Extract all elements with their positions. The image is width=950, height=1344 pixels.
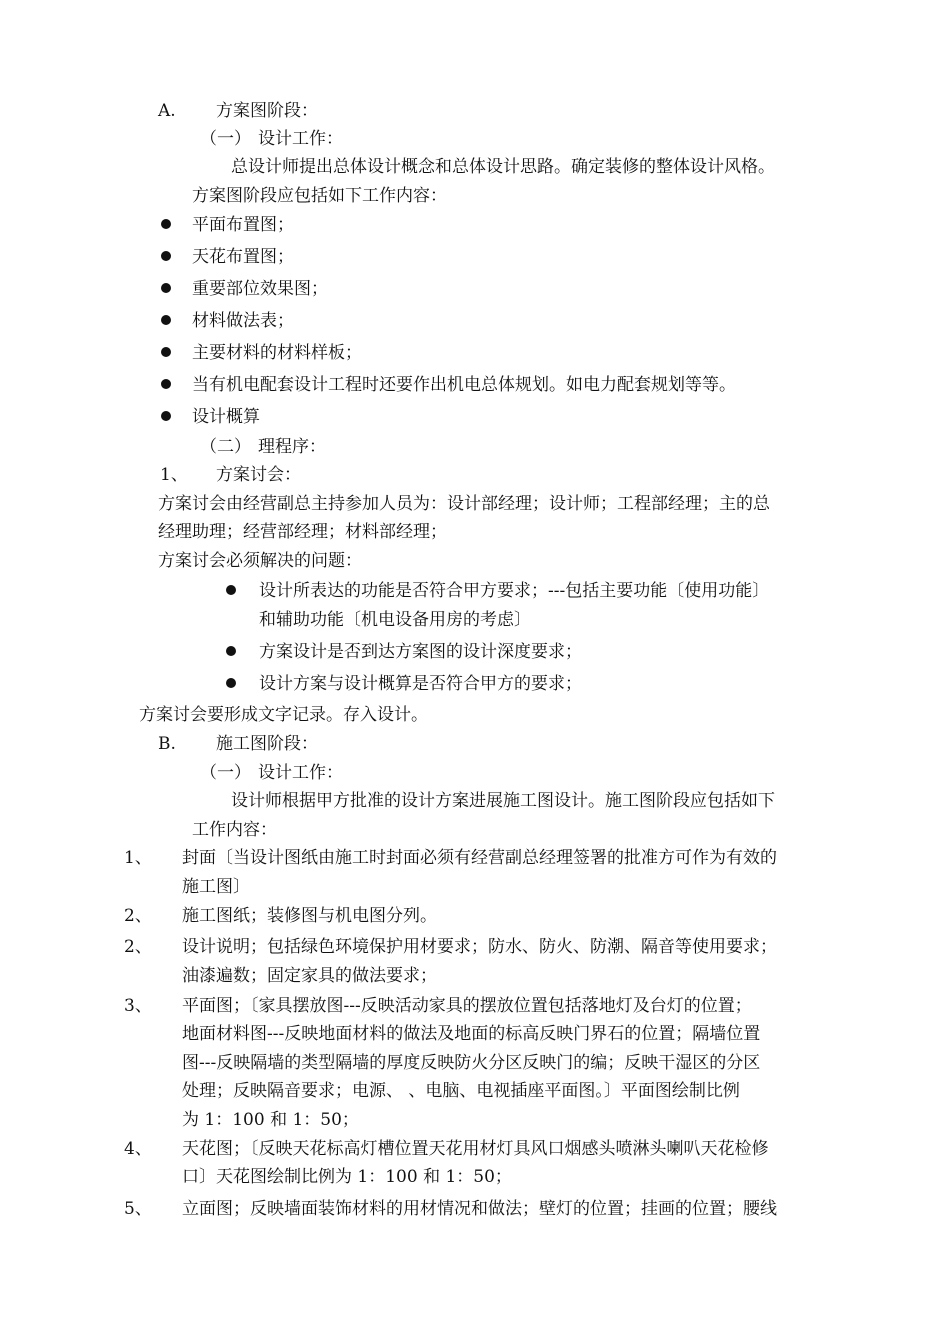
item-title: 方案讨会： (216, 465, 301, 485)
section-a-sub2-marker: （二） (200, 437, 251, 457)
section-a-paragraph: 方案图阶段应包括如下工作内容： (192, 186, 447, 206)
bullet-icon (161, 411, 171, 421)
item-line: 施工图〕 (182, 877, 250, 897)
paragraph-line: 经理助理；经营部经理；材料部经理； (158, 522, 447, 542)
item-number: 2、 (124, 937, 152, 957)
list-item-continuation: 和辅助功能〔机电设备用房的考虑〕 (259, 610, 531, 630)
item-line: 天花图；〔反映天花标高灯槽位置天花用材灯具风口烟感头喷淋头喇叭天花检修 (182, 1139, 769, 1159)
item-line: 图---反映隔墙的类型隔墙的厚度反映防火分区反映门的编；反映干湿区的分区 (182, 1053, 761, 1073)
item-line: 封面〔当设计图纸由施工时封面必须有经营副总经理签署的批准方可作为有效的 (182, 848, 777, 868)
section-a-sub1-marker: （一） (200, 129, 251, 149)
bullet-icon (226, 646, 236, 656)
section-a-title: 方案图阶段： (216, 101, 318, 121)
item-number: 2、 (124, 906, 152, 926)
section-b-title: 施工图阶段： (216, 734, 318, 754)
list-item: 天花布置图； (192, 247, 294, 267)
bullet-icon (161, 219, 171, 229)
list-item: 平面布置图； (192, 215, 294, 235)
bullet-icon (161, 251, 171, 261)
bullet-icon (226, 678, 236, 688)
item-line: 设计说明；包括绿色环境保护用材要求；防水、防火、防潮、隔音等使用要求； (182, 937, 777, 957)
section-a-sub2-title: 理程序： (258, 437, 326, 457)
item-line: 口〕天花图绘制比例为 1：100 和 1：50； (182, 1167, 512, 1187)
bullet-icon (226, 585, 236, 595)
item-number: 3、 (124, 996, 152, 1016)
item-line: 处理；反映隔音要求；电源、 、电脑、电视插座平面图。〕平面图绘制比例 (182, 1081, 740, 1101)
section-b-sub1-marker: （一） (200, 763, 251, 783)
list-item: 当有机电配套设计工程时还要作出机电总体规划。如电力配套规划等等。 (192, 375, 736, 395)
item-number: 4、 (124, 1139, 152, 1159)
item-line: 施工图纸；装修图与机电图分列。 (182, 906, 437, 926)
bullet-icon (161, 347, 171, 357)
item-line: 地面材料图---反映地面材料的做法及地面的标高反映门界石的位置；隔墙位置 (182, 1024, 761, 1044)
item-number: 5、 (124, 1199, 152, 1219)
item-number: 1、 (124, 848, 152, 868)
bullet-icon (161, 315, 171, 325)
paragraph-line: 方案讨会要形成文字记录。存入设计。 (139, 705, 428, 725)
list-item: 重要部位效果图； (192, 279, 328, 299)
item-line: 为 1：100 和 1：50； (182, 1110, 359, 1130)
paragraph-line: 方案讨会必须解决的问题： (158, 551, 362, 571)
list-item: 设计所表达的功能是否符合甲方要求；---包括主要功能〔使用功能〕 (259, 581, 770, 601)
section-a-marker: A. (158, 101, 176, 121)
list-item: 设计概算 (192, 407, 260, 427)
paragraph-line: 方案讨会由经营副总主持参加人员为：设计部经理；设计师；工程部经理；主的总 (158, 494, 770, 514)
item-line: 油漆遍数；固定家具的做法要求； (182, 966, 437, 986)
section-a-paragraph: 总设计师提出总体设计概念和总体设计思路。确定装修的整体设计风格。 (231, 157, 775, 177)
list-item: 方案设计是否到达方案图的设计深度要求； (259, 642, 582, 662)
bullet-icon (161, 283, 171, 293)
paragraph-line: 设计师根据甲方批准的设计方案进展施工图设计。施工图阶段应包括如下 (231, 791, 775, 811)
item-line: 立面图；反映墙面装饰材料的用材情况和做法；壁灯的位置；挂画的位置；腰线 (182, 1199, 777, 1219)
section-b-sub1-title: 设计工作： (258, 763, 343, 783)
list-item: 材料做法表； (192, 311, 294, 331)
bullet-icon (161, 379, 171, 389)
item-number: 1、 (160, 465, 188, 485)
list-item: 设计方案与设计概算是否符合甲方的要求； (259, 674, 582, 694)
item-line: 平面图；〔家具摆放图---反映活动家具的摆放位置包括落地灯及台灯的位置； (182, 996, 752, 1016)
section-a-sub1-title: 设计工作： (258, 129, 343, 149)
section-b-marker: B. (158, 734, 176, 754)
list-item: 主要材料的材料样板； (192, 343, 362, 363)
paragraph-line: 工作内容： (192, 820, 277, 840)
